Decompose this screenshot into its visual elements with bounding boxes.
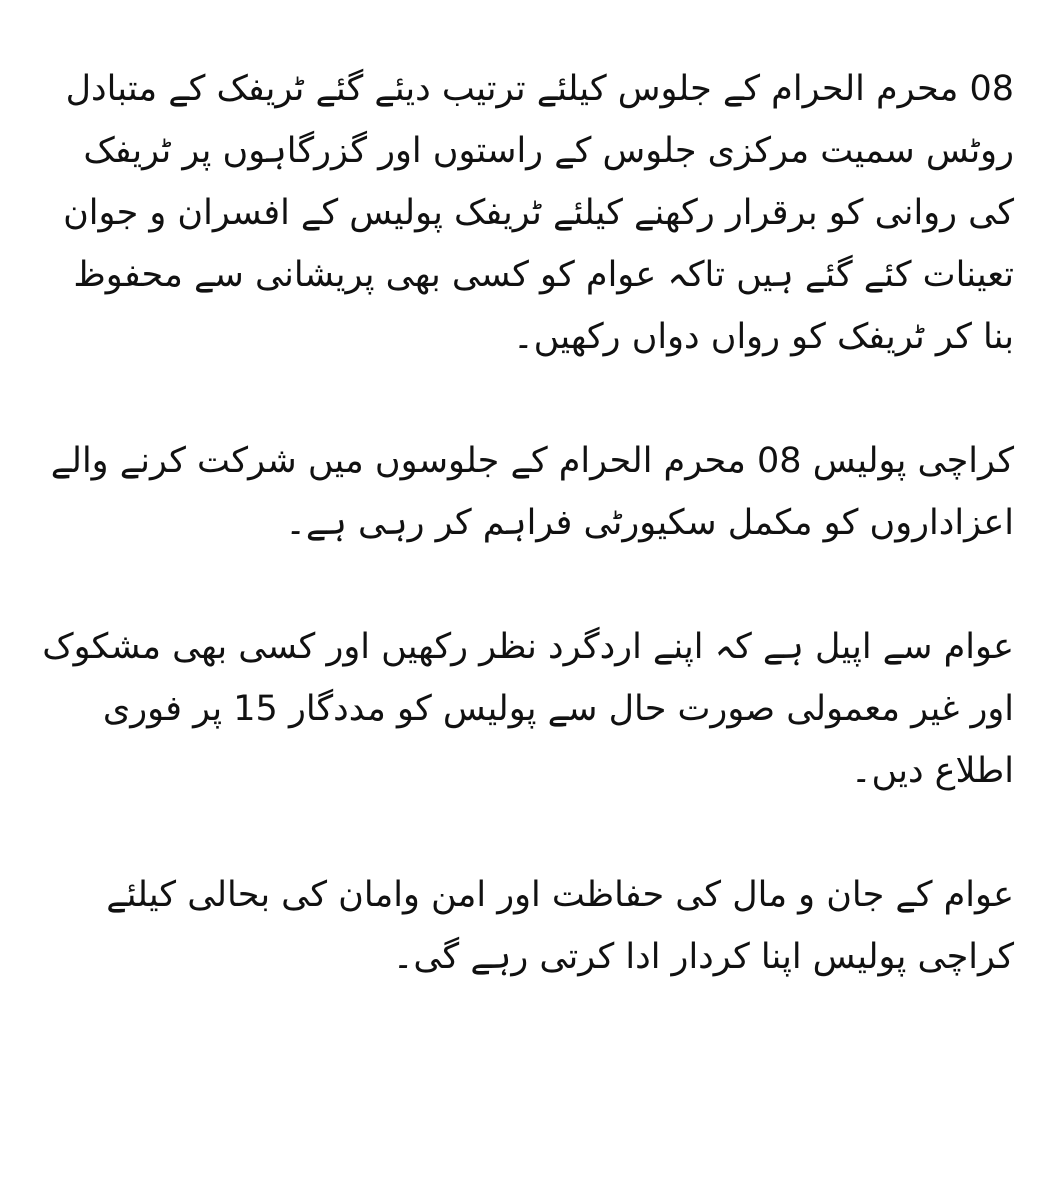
paragraph-traffic-routes: 08 محرم الحرام کے جلوس کیلئے ترتیب دیئے گئے ٹریفک کے متبادل روٹس سمیت مرکزی جلوس کے راستوں اور گزرگاہوں پر ٹریفک کی روانی کو برقرار رکھنے کیلئے ٹریفک پولیس کے افسران و جوان تعینات کئے گئے ہیں تاکہ عوام کو کسی بھی پریشانی سے محفوظ بنا کر ٹریفک کو رواں دواں رکھیں۔ — [63, 69, 1014, 357]
paragraph-public-appeal: عوام سے اپیل ہے کہ اپنے اردگرد نظر رکھیں اور کسی بھی مشکوک اور غیر معمولی صورت حال سے پولیس کو مددگار 15 پر فوری اطلاع دیں۔ — [42, 627, 1014, 791]
paragraph-police-role: عوام کے جان و مال کی حفاظت اور امن وامان کی بحالی کیلئے کراچی پولیس اپنا کردار ادا کرتی رہے گی۔ — [106, 875, 1014, 977]
paragraph-security: کراچی پولیس 08 محرم الحرام کے جلوسوں میں شرکت کرنے والے اعزاداروں کو مکمل سکیورٹی فراہم کر رہی ہے۔ — [50, 441, 1014, 543]
